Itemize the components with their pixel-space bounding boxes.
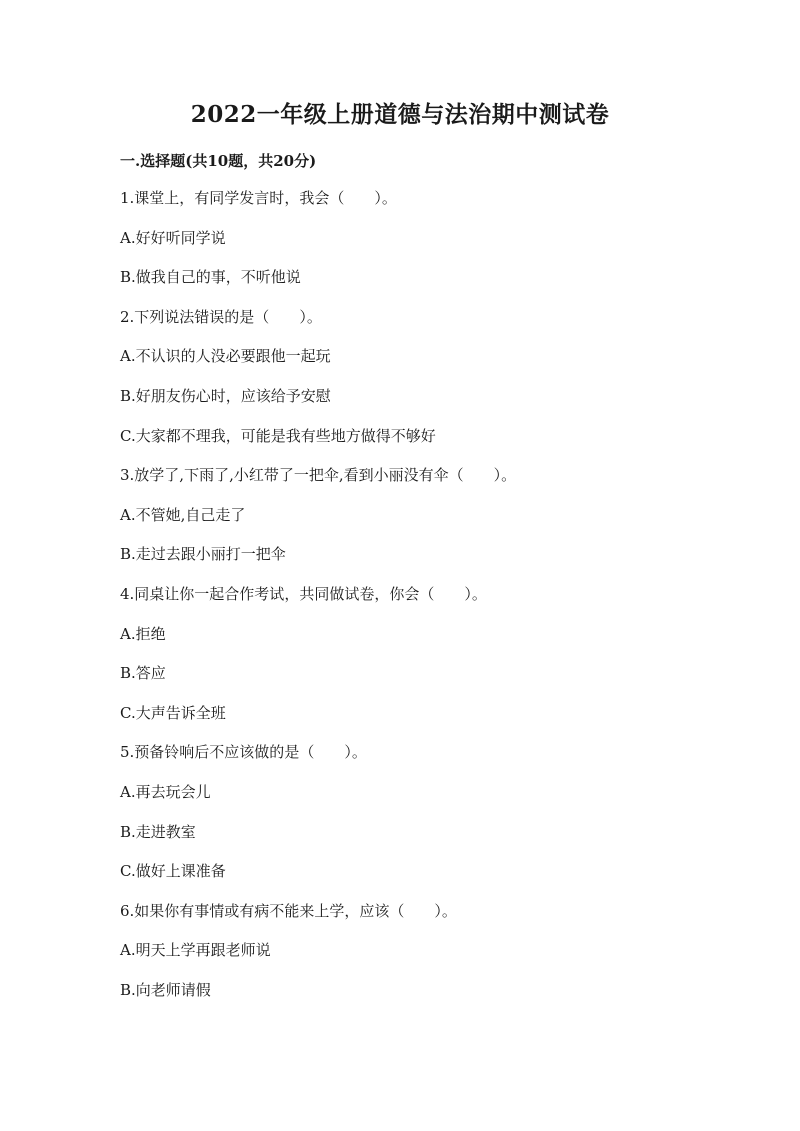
question-list — [120, 188, 720, 1019]
question-4: 4.同桌让你一起合作考试，共同做试卷，你会（ ）。 — [120, 584, 487, 603]
question-5: 5.预备铃响后不应该做的是（ ）。 — [120, 743, 367, 762]
option-2a: A.不认识的人没必要跟他一起玩 — [120, 347, 331, 366]
option-5b: B.走进教室 — [120, 822, 196, 841]
option-1b: B.做我自己的事，不听他说 — [120, 268, 301, 287]
question-2: 2.下列说法错误的是（ ）。 — [120, 307, 322, 326]
option-4b: B.答应 — [120, 664, 166, 683]
option-5a: A.再去玩会儿 — [120, 782, 211, 801]
option-6b: B.向老师请假 — [120, 980, 211, 999]
option-3a: A.不管她,自己走了 — [120, 505, 246, 524]
question-6: 6.如果你有事情或有病不能来上学，应该（ ）。 — [120, 901, 457, 920]
option-4c: C.大声告诉全班 — [120, 703, 226, 722]
option-5c: C.做好上课准备 — [120, 862, 226, 881]
option-4a: A.拒绝 — [120, 624, 166, 643]
question-3: 3.放学了,下雨了,小红带了一把伞,看到小丽没有伞（ ）。 — [120, 466, 517, 485]
question-1: 1.课堂上，有同学发言时，我会（ ）。 — [120, 189, 397, 207]
page-title: 2022一年级上册道德与法治期中测试卷 — [190, 101, 610, 128]
option-6a: A.明天上学再跟老师说 — [120, 941, 271, 960]
option-1a: A.好好听同学说 — [120, 228, 226, 247]
option-2c: C.大家都不理我，可能是我有些地方做得不够好 — [120, 426, 436, 445]
option-3b: B.走过去跟小丽打一把伞 — [120, 545, 286, 564]
section-heading: 一.选择题(共10题，共20分) — [120, 152, 317, 170]
option-2b: B.好朋友伤心时，应该给予安慰 — [120, 386, 331, 405]
